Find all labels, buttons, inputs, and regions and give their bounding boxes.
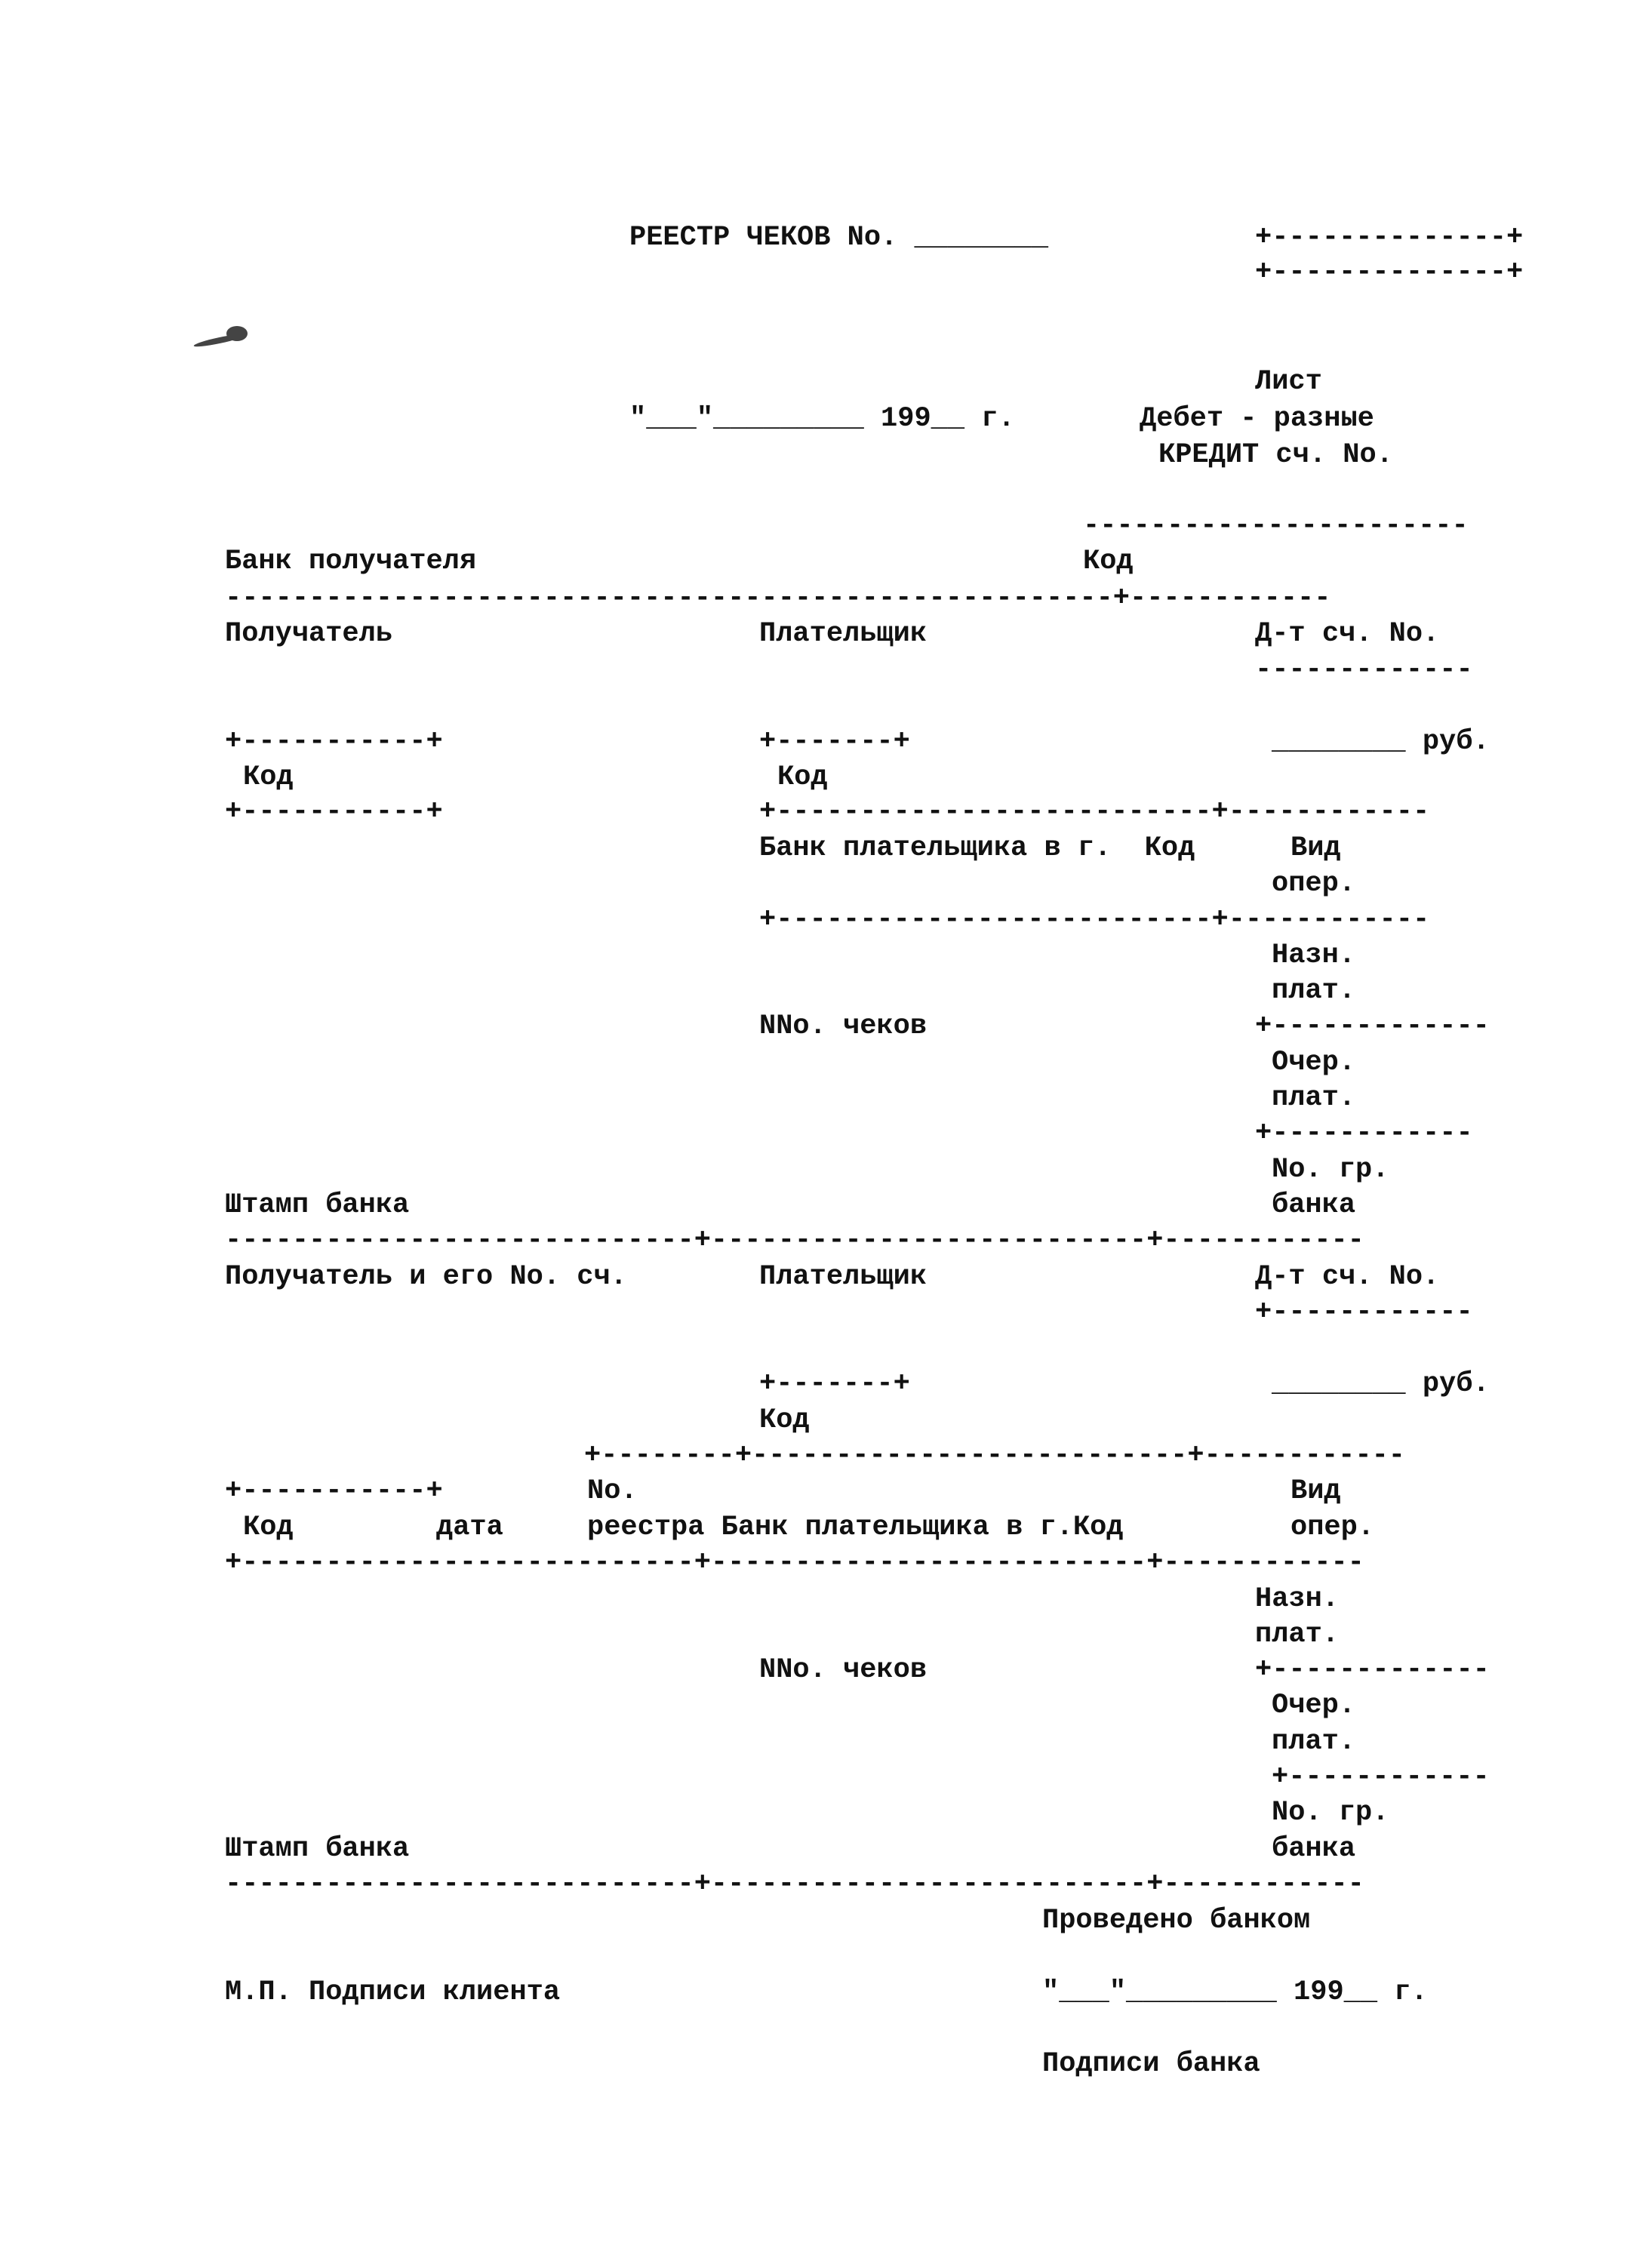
check-numbers-label-2: NNo. чеков — [759, 1654, 928, 1686]
payer-code-box-2: +-------+ — [759, 1368, 910, 1400]
bank-group-2-2: банка — [1272, 1833, 1356, 1865]
payer-code-box: +-------+ — [759, 726, 910, 758]
recipient-code-box-top: +-----------+ — [225, 726, 443, 758]
purpose-separator: +--------------------------+------------ — [759, 904, 1430, 936]
processed-by-bank: Проведено банком — [1042, 1905, 1311, 1936]
payment-order-2: плат. — [1272, 1082, 1356, 1114]
payment-purpose-1: Назн. — [1272, 940, 1356, 971]
bank-stamp-label: Штамп банка — [225, 1189, 410, 1221]
section1-separator-top: -----------------------------------------------------+------------ — [225, 583, 1331, 614]
recipient-code-label: Код — [243, 761, 294, 793]
group-separator-2: +------------ — [1272, 1761, 1490, 1793]
payer-label: Плательщик — [759, 618, 928, 650]
payer-label-2: Плательщик — [759, 1261, 928, 1293]
client-signatures-label: М.П. Подписи клиента — [225, 1976, 561, 2008]
payer-code-label: Код — [777, 761, 828, 793]
debit-account-underline: ------------- — [1255, 654, 1473, 686]
order-separator-2: +------------- — [1255, 1654, 1490, 1686]
op-type-label-2: опер. — [1272, 868, 1356, 900]
form-date: "___"_________ 199__ г. — [629, 403, 1015, 435]
ink-smudge-blot — [226, 326, 248, 341]
payer-bank-separator: +--------------------------+------------ — [759, 796, 1430, 828]
section2-main-separator: +---------------------------+--------------------------+------------ — [225, 1547, 1364, 1579]
debit-account-separator-2: +------------ — [1255, 1297, 1473, 1328]
registry-bank-label: реестра Банк плательщика в г.Код — [587, 1512, 1124, 1543]
group-separator: +------------ — [1255, 1118, 1473, 1149]
registry-no-label: No. — [587, 1475, 638, 1507]
op-type-label-2-2: опер. — [1291, 1512, 1375, 1543]
op-type-label-2-1: Вид — [1291, 1475, 1341, 1507]
payment-purpose-2-2: плат. — [1255, 1619, 1340, 1650]
payment-purpose-2: плат. — [1272, 975, 1356, 1007]
code-label-2: Код — [243, 1512, 294, 1543]
bank-processing-date: "___"_________ 199__ г. — [1042, 1976, 1428, 2008]
check-numbers-label: NNo. чеков — [759, 1010, 928, 1042]
form-title: РЕЕСТР ЧЕКОВ No. ________ — [629, 222, 1049, 254]
debit-account-label: Д-т сч. No. — [1255, 618, 1440, 650]
header-box-top: +--------------+ — [1255, 222, 1524, 254]
payment-order-2-1: Очер. — [1272, 1690, 1356, 1721]
bank-group-2-1: No. гр. — [1272, 1797, 1389, 1829]
debit-label: Дебет - разные — [1140, 403, 1374, 435]
sheet-label: Лист — [1255, 366, 1322, 398]
payer-code-label-2: Код — [759, 1404, 810, 1436]
payment-order-2-2: плат. — [1272, 1726, 1356, 1758]
bank-recipient-label: Банк получателя — [225, 546, 477, 577]
section2-separator-top: ----------------------------+--------------------------+------------ — [225, 1225, 1364, 1257]
code-box-2: +-----------+ — [225, 1475, 443, 1507]
amount-rub-2: ________ руб. — [1272, 1368, 1490, 1400]
code-header: Код — [1083, 546, 1134, 577]
op-type-label-1: Вид — [1291, 832, 1341, 864]
bank-signatures-label: Подписи банка — [1042, 2048, 1260, 2080]
order-separator: +------------- — [1255, 1010, 1490, 1042]
date-label: дата — [436, 1512, 503, 1543]
credit-label: КРЕДИТ сч. No. — [1158, 439, 1393, 471]
recipient-label: Получатель — [225, 618, 393, 650]
recipient-code-box-bottom: +-----------+ — [225, 796, 443, 828]
payment-order-1: Очер. — [1272, 1047, 1356, 1078]
bank-group-1: No. гр. — [1272, 1154, 1389, 1186]
recipient-account-label: Получатель и его No. сч. — [225, 1261, 627, 1293]
bank-group-2: банка — [1272, 1189, 1356, 1221]
debit-account-label-2: Д-т сч. No. — [1255, 1261, 1440, 1293]
registry-separator: +--------+--------------------------+------------ — [584, 1440, 1405, 1472]
section2-separator-bottom: ----------------------------+--------------------------+------------ — [225, 1869, 1364, 1900]
payer-bank-label: Банк плательщика в г. Код — [759, 832, 1195, 864]
amount-rub: ________ руб. — [1272, 726, 1490, 758]
header-box-bottom: +--------------+ — [1255, 257, 1524, 288]
bank-stamp-label-2: Штамп банка — [225, 1833, 410, 1865]
credit-underline: ----------------------- — [1083, 510, 1469, 542]
payment-purpose-2-1: Назн. — [1255, 1583, 1340, 1615]
